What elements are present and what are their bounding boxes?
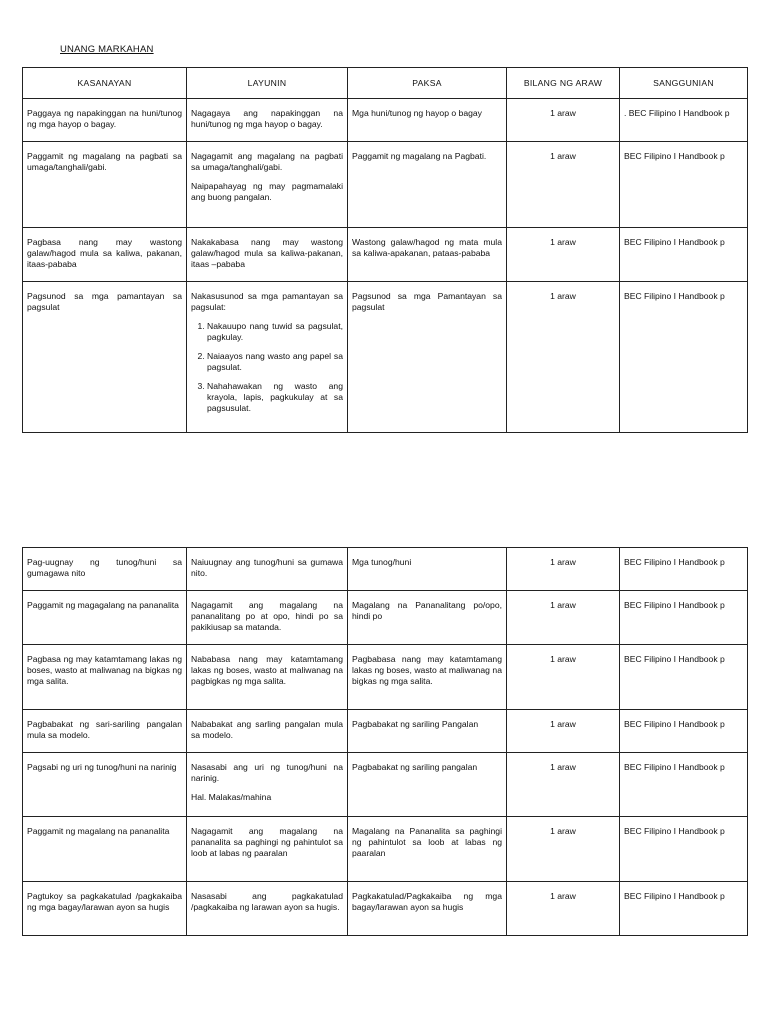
sanggunian-cell: BEC Filipino I Handbook p: [620, 710, 748, 753]
table-row: [23, 882, 748, 936]
list-item: 1. Nakauupo nang tuwid sa pagsulat, pagkulay.: [207, 321, 343, 343]
header-row: [23, 68, 748, 99]
sanggunian-cell: BEC Filipino I Handbook p: [620, 817, 748, 882]
table-row: [23, 591, 748, 645]
table-row: [23, 228, 748, 282]
layunin-text: Naiuugnay ang tunog/huni sa gumawa nito.: [191, 557, 343, 578]
sanggunian-cell: BEC Filipino I Handbook p: [620, 645, 748, 710]
header-layunin: LAYUNIN: [187, 68, 348, 99]
kasanayan-cell: Pag-uugnay ng tunog/huni sa gumagawa nito: [23, 548, 187, 591]
layunin-text: Nakasusunod sa mga pamantayan sa pagsulat:: [191, 291, 343, 312]
table-row: [23, 548, 748, 591]
layunin-cell: [187, 817, 348, 882]
paksa-cell: Paggamit ng magalang na Pagbati.: [348, 142, 507, 228]
layunin-cell: [187, 99, 348, 142]
layunin-cell: [187, 882, 348, 936]
paksa-cell: Pagbabakat ng sariling Pangalan: [348, 710, 507, 753]
araw-cell: 1 araw: [507, 591, 620, 645]
sanggunian-cell: BEC Filipino I Handbook p: [620, 882, 748, 936]
kasanayan-cell: Pagtukoy sa pagkakatulad /pagkakaiba ng mga bagay/larawan ayon sa hugis: [23, 882, 187, 936]
sanggunian-cell: . BEC Filipino I Handbook p: [620, 99, 748, 142]
header-paksa: PAKSA: [348, 68, 507, 99]
layunin-cell: [187, 142, 348, 228]
araw-cell: 1 araw: [507, 142, 620, 228]
sanggunian-cell: BEC Filipino I Handbook p: [620, 753, 748, 817]
layunin-text: Nagagamit ang magalang na pagbati sa umaga/tanghali/gabi.: [191, 151, 343, 172]
araw-cell: 1 araw: [507, 282, 620, 433]
layunin-cell: [187, 282, 348, 433]
page-title: UNANG MARKAHAN: [60, 44, 154, 55]
paksa-cell: Magalang na Pananalitang po/opo, hindi po: [348, 591, 507, 645]
table-row: [23, 710, 748, 753]
layunin-text: Nagagaya ang napakinggan na huni/tunog ng mga hayop o bagay.: [191, 108, 343, 129]
table-row: [23, 142, 748, 228]
layunin-cell: [187, 548, 348, 591]
kasanayan-cell: Paggaya ng napakinggan na huni/tunog ng mga hayop o bagay.: [23, 99, 187, 142]
lesson-plan-table-2: [22, 547, 748, 936]
table-row: [23, 753, 748, 817]
kasanayan-cell: Paggamit ng magalang na pagbati sa umaga/tanghali/gabi.: [23, 142, 187, 228]
list-item: 3. Nahahawakan ng wasto ang krayola, lapis, pagkukulay at sa pagsusulat.: [207, 381, 343, 414]
table-row: [23, 645, 748, 710]
layunin-cell: [187, 645, 348, 710]
table-row: [23, 282, 748, 433]
kasanayan-cell: Pagbabakat ng sari-sariling pangalan mula sa modelo.: [23, 710, 187, 753]
paksa-cell: Wastong galaw/hagod ng mata mula sa kaliwa-apakanan, pataas-pababa: [348, 228, 507, 282]
paksa-cell: Pagsunod sa mga Pamantayan sa pagsulat: [348, 282, 507, 433]
sanggunian-cell: BEC Filipino I Handbook p: [620, 228, 748, 282]
layunin-text: Nagagamit ang magalang na pananalitang po at opo, hindi po sa pakikiusap sa matanda.: [191, 600, 343, 632]
lesson-plan-table-1: [22, 67, 748, 433]
layunin-text: Nagagamit ang magalang na pananalita sa paghingi ng pahintulot sa loob at labas ng paaralan: [191, 826, 343, 858]
layunin-text: Nasasabi ang uri ng tunog/huni na narinig.: [191, 762, 343, 783]
layunin-list: [191, 321, 343, 414]
sanggunian-cell: BEC Filipino I Handbook p: [620, 591, 748, 645]
header-bilang-ng-araw: BILANG NG ARAW: [507, 68, 620, 99]
header-sanggunian: SANGGUNIAN: [620, 68, 748, 99]
araw-cell: 1 araw: [507, 817, 620, 882]
paksa-cell: Pagkakatulad/Pagkakaiba ng mga bagay/larawan ayon sa hugis: [348, 882, 507, 936]
sanggunian-cell: BEC Filipino I Handbook p: [620, 282, 748, 433]
araw-cell: 1 araw: [507, 99, 620, 142]
kasanayan-cell: Pagsabi ng uri ng tunog/huni na narinig: [23, 753, 187, 817]
layunin-text: Nababakat ang sarling pangalan mula sa modelo.: [191, 719, 343, 740]
paksa-cell: Mga tunog/huni: [348, 548, 507, 591]
kasanayan-cell: Paggamit ng magagalang na pananalita: [23, 591, 187, 645]
layunin-cell: [187, 228, 348, 282]
kasanayan-cell: Pagbasa nang may wastong galaw/hagod mula sa kaliwa, pakanan, itaas-pababa: [23, 228, 187, 282]
layunin-text: Naipapahayag ng may pagmamalaki ang buong pangalan.: [191, 181, 343, 202]
table-row: [23, 817, 748, 882]
layunin-cell: [187, 710, 348, 753]
header-kasanayan: KASANAYAN: [23, 68, 187, 99]
araw-cell: 1 araw: [507, 753, 620, 817]
araw-cell: 1 araw: [507, 228, 620, 282]
kasanayan-cell: Paggamit ng magalang na pananalita: [23, 817, 187, 882]
table-row: [23, 99, 748, 142]
araw-cell: 1 araw: [507, 710, 620, 753]
sanggunian-cell: BEC Filipino I Handbook p: [620, 142, 748, 228]
kasanayan-cell: Pagsunod sa mga pamantayan sa pagsulat: [23, 282, 187, 433]
layunin-text: Nakakabasa nang may wastong galaw/hagod mula sa kaliwa-pakanan, itaas –pababa: [191, 237, 343, 269]
layunin-cell: [187, 591, 348, 645]
araw-cell: 1 araw: [507, 645, 620, 710]
paksa-cell: Pagbabakat ng sariling pangalan: [348, 753, 507, 817]
layunin-text: Hal. Malakas/mahina: [191, 792, 272, 802]
paksa-cell: Pagbabasa nang may katamtamang lakas ng boses, wasto at maliwanag na bigkas ng mga salita.: [348, 645, 507, 710]
kasanayan-cell: Pagbasa ng may katamtamang lakas ng boses, wasto at maliwanag na bigkas ng mga salita.: [23, 645, 187, 710]
layunin-text: Nasasabi ang pagkakatulad /pagkakaiba ng larawan ayon sa hugis.: [191, 891, 343, 912]
paksa-cell: Magalang na Pananalita sa paghingi ng pahintulot sa loob at labas ng paaralan: [348, 817, 507, 882]
paksa-cell: Mga huni/tunog ng hayop o bagay: [348, 99, 507, 142]
araw-cell: 1 araw: [507, 548, 620, 591]
sanggunian-cell: BEC Filipino I Handbook p: [620, 548, 748, 591]
list-item: 2. Naiaayos nang wasto ang papel sa pagsulat.: [207, 351, 343, 373]
araw-cell: 1 araw: [507, 882, 620, 936]
layunin-text: Nababasa nang may katamtamang lakas ng boses, wasto at maliwanag na pagbigkas ng mga salita.: [191, 654, 343, 686]
layunin-cell: [187, 753, 348, 817]
